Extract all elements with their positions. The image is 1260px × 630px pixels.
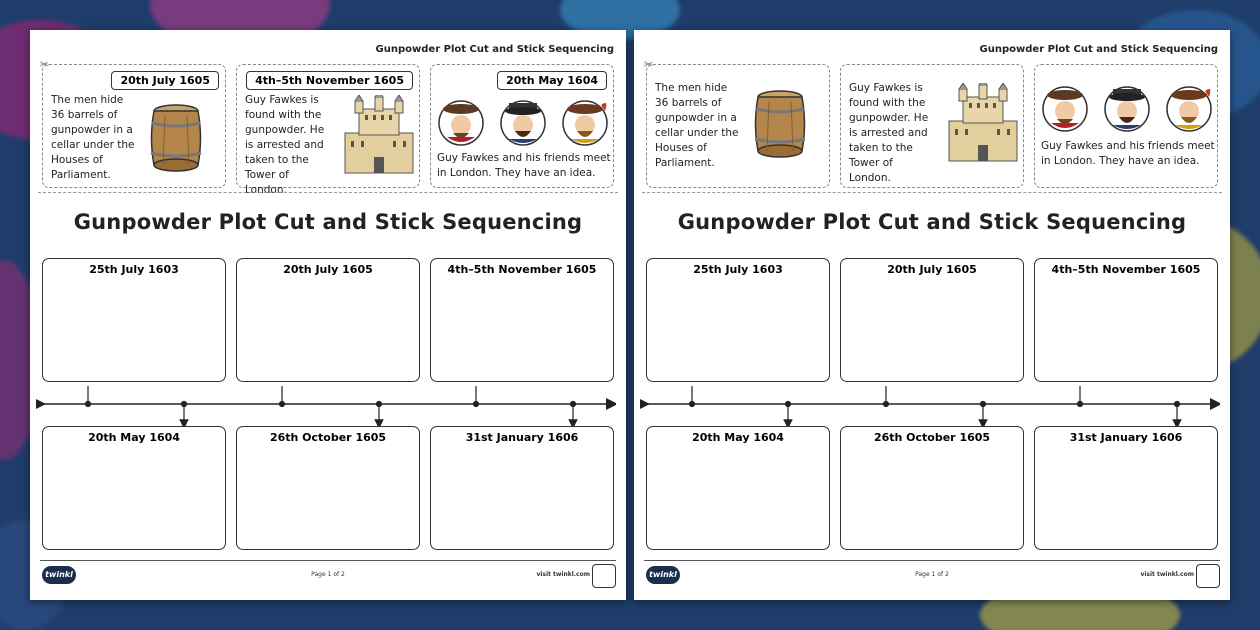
box-date-label: 20th July 1605 — [887, 263, 977, 276]
tower-icon — [945, 83, 1021, 163]
footer-divider — [644, 560, 1220, 561]
timeline-axis — [36, 386, 616, 426]
page-number: Page 1 of 2 — [915, 571, 949, 578]
box-date-label: 4th–5th November 1605 — [447, 263, 597, 276]
header-title: Gunpowder Plot Cut and Stick Sequencing — [375, 44, 614, 55]
quality-badge-icon — [1196, 564, 1220, 588]
timeline-axis — [640, 386, 1220, 426]
timeline-box-5[interactable] — [1034, 258, 1218, 382]
box-date-label: 20th July 1605 — [283, 263, 373, 276]
barrel-icon — [147, 103, 205, 173]
worksheet-page-1 — [30, 30, 626, 600]
faces-icon — [1041, 85, 1213, 133]
timeline-box-5[interactable] — [430, 258, 614, 382]
card-text: Guy Fawkes and his friends meet in London. They have an idea. — [1041, 140, 1215, 167]
cut-card-barrels[interactable] — [646, 64, 830, 188]
quality-badge-icon — [592, 564, 616, 588]
cut-out-strip — [40, 58, 616, 196]
cut-card-arrest[interactable] — [840, 64, 1024, 188]
cut-card-meeting[interactable] — [430, 64, 614, 188]
box-date-label: 4th–5th November 1605 — [1051, 263, 1201, 276]
box-date-label: 31st January 1606 — [465, 431, 579, 444]
cut-line — [642, 192, 1222, 193]
visit-link[interactable]: visit twinkl.com — [536, 571, 590, 578]
page-number: Page 1 of 2 — [311, 571, 345, 578]
cut-card-meeting[interactable] — [1034, 64, 1218, 188]
tower-icon — [341, 95, 417, 175]
timeline-box-6[interactable] — [1034, 426, 1218, 550]
timeline-box-2[interactable] — [646, 426, 830, 550]
cut-card-barrels[interactable] — [42, 64, 226, 188]
box-date-label: 25th July 1603 — [89, 263, 179, 276]
footer-divider — [40, 560, 616, 561]
box-date-label: 25th July 1603 — [693, 263, 783, 276]
timeline-box-1[interactable] — [42, 258, 226, 382]
cut-line — [38, 192, 618, 193]
twinkl-logo: twinkl — [42, 566, 76, 584]
timeline-box-3[interactable] — [840, 258, 1024, 382]
twinkl-logo: twinkl — [646, 566, 680, 584]
page-title: Gunpowder Plot Cut and Stick Sequencing — [73, 210, 583, 234]
card-text: Guy Fawkes and his friends meet in London. They have an idea. — [437, 152, 611, 179]
cut-card-arrest[interactable] — [236, 64, 420, 196]
timeline-box-1[interactable] — [646, 258, 830, 382]
box-date-label: 20th May 1604 — [692, 431, 784, 444]
visit-link[interactable]: visit twinkl.com — [1140, 571, 1194, 578]
timeline-box-2[interactable] — [42, 426, 226, 550]
cut-out-strip — [644, 58, 1220, 188]
card-date: 4th–5th November 1605 — [246, 71, 413, 90]
card-date: 20th May 1604 — [497, 71, 607, 90]
card-date: 20th July 1605 — [111, 71, 219, 90]
scissors-icon: ✂ — [40, 58, 50, 71]
box-date-label: 31st January 1606 — [1069, 431, 1183, 444]
timeline-box-3[interactable] — [236, 258, 420, 382]
card-text: Guy Fawkes is found with the gunpowder. He is arrested and taken to the Tower of London. — [849, 82, 929, 184]
card-text: The men hide 36 barrels of gunpowder in a cellar under the Houses of Parliament. — [655, 82, 739, 169]
faces-icon — [437, 99, 609, 147]
scissors-icon: ✂ — [644, 58, 654, 71]
timeline-box-4[interactable] — [840, 426, 1024, 550]
box-date-label: 26th October 1605 — [873, 431, 991, 444]
barrel-icon — [751, 89, 809, 159]
header-title: Gunpowder Plot Cut and Stick Sequencing — [979, 44, 1218, 55]
timeline-box-6[interactable] — [430, 426, 614, 550]
page-title: Gunpowder Plot Cut and Stick Sequencing — [677, 210, 1187, 234]
box-date-label: 26th October 1605 — [269, 431, 387, 444]
box-date-label: 20th May 1604 — [88, 431, 180, 444]
worksheet-page-2 — [634, 30, 1230, 600]
card-text: The men hide 36 barrels of gunpowder in a cellar under the Houses of Parliament. — [51, 94, 135, 181]
timeline-box-4[interactable] — [236, 426, 420, 550]
card-text: Guy Fawkes is found with the gunpowder. He is arrested and taken to the Tower of London. — [245, 94, 325, 196]
